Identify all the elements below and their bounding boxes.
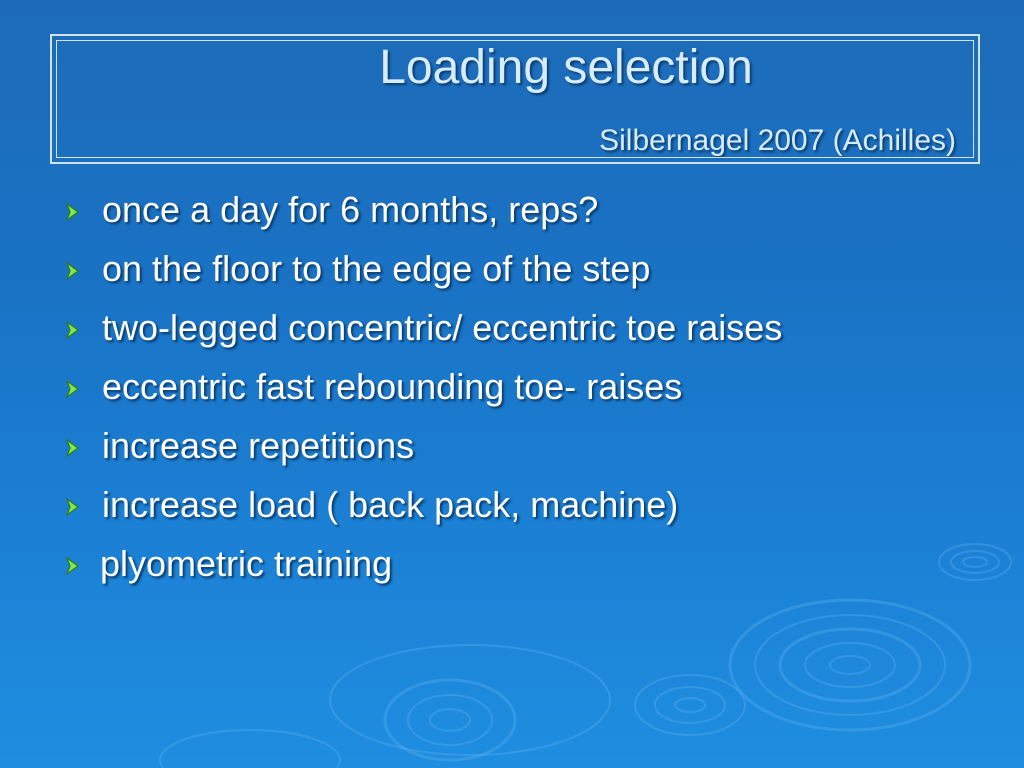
- chevron-right-arrow-icon: [62, 377, 86, 401]
- list-item: [62, 481, 962, 529]
- bullet-text: once a day for 6 months, reps?: [102, 189, 599, 230]
- slide-title: Loading selection: [379, 41, 753, 94]
- bullet-text: increase repetitions: [102, 425, 415, 466]
- bullet-list: [62, 186, 962, 599]
- list-item: [62, 363, 962, 411]
- title-frame: [50, 34, 980, 164]
- list-item: [62, 245, 962, 293]
- chevron-right-arrow-icon: [62, 436, 86, 460]
- bullet-text: two-legged concentric/ eccentric toe raises: [102, 307, 783, 348]
- chevron-right-arrow-icon: [62, 259, 86, 283]
- list-item: [62, 304, 962, 352]
- chevron-right-arrow-icon: [62, 200, 86, 224]
- chevron-right-arrow-icon: [62, 554, 86, 578]
- slide-subtitle: Silbernagel 2007 (Achilles): [599, 124, 956, 157]
- bullet-text: increase load ( back pack, machine): [102, 484, 679, 525]
- list-item: [62, 540, 962, 588]
- chevron-right-arrow-icon: [62, 495, 86, 519]
- list-item: [62, 186, 962, 234]
- bullet-text: on the floor to the edge of the step: [102, 248, 651, 289]
- list-item: [62, 422, 962, 470]
- bullet-text: plyometric training: [100, 543, 393, 584]
- chevron-right-arrow-icon: [62, 318, 86, 342]
- bullet-text: eccentric fast rebounding toe- raises: [102, 366, 683, 407]
